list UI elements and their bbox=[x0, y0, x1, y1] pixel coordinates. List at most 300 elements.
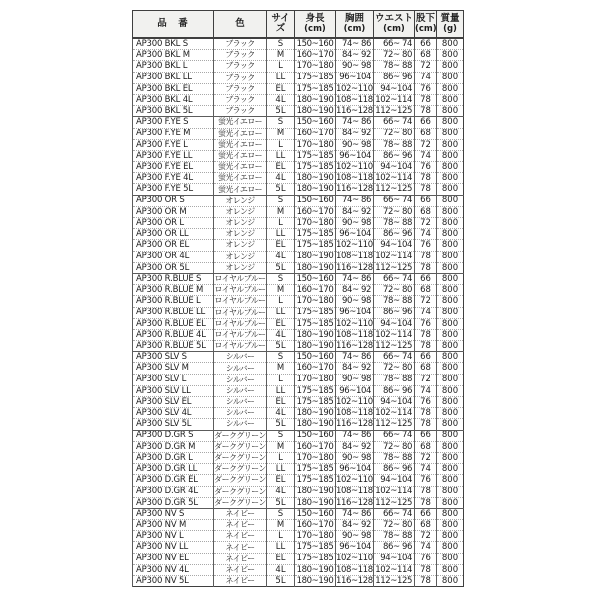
cell-height: 170~180 bbox=[295, 452, 336, 463]
cell-weight: 800 bbox=[437, 341, 464, 352]
table-row bbox=[133, 553, 464, 564]
column-header-label: 股下 bbox=[415, 13, 435, 25]
cell-color: ダークグリーン bbox=[214, 453, 266, 463]
cell-size: L bbox=[267, 296, 295, 307]
cell-chest: 116~128 bbox=[336, 340, 373, 351]
cell-waist: 112~125 bbox=[374, 184, 415, 195]
cell-color: オレンジ bbox=[214, 206, 267, 217]
cell-waist: 78~ 88 bbox=[374, 374, 415, 385]
cell-size: S bbox=[267, 352, 295, 363]
table-row bbox=[133, 531, 464, 542]
cell-inseam: 78 bbox=[415, 94, 437, 105]
cell-code: AP300 NV 4L bbox=[133, 564, 214, 575]
cell-inseam: 66 bbox=[415, 38, 437, 50]
table-row bbox=[133, 408, 464, 419]
cell-code: AP300 SLV 5L bbox=[133, 419, 214, 430]
cell-chest: 96~104 bbox=[336, 150, 374, 161]
cell-weight: 800 bbox=[437, 329, 464, 340]
cell-weight: 800 bbox=[437, 150, 464, 161]
cell-height: 150~160 bbox=[295, 352, 336, 363]
cell-color: オレンジ bbox=[214, 229, 267, 240]
table-row bbox=[133, 564, 464, 575]
cell-height: 180~190 bbox=[295, 497, 336, 508]
column-header-unit: (cm) bbox=[343, 23, 366, 34]
cell-inseam: 74 bbox=[415, 229, 437, 240]
table-row bbox=[133, 162, 464, 173]
cell-chest: 116~128 bbox=[336, 497, 373, 508]
cell-weight: 800 bbox=[437, 162, 464, 173]
cell-code: AP300 BKL 4L bbox=[133, 94, 214, 105]
cell-color: ダークグリーン bbox=[214, 497, 266, 507]
cell-weight: 800 bbox=[437, 72, 464, 83]
cell-inseam: 68 bbox=[415, 285, 437, 296]
cell-color: ネイビー bbox=[214, 553, 267, 564]
cell-inseam: 76 bbox=[415, 162, 437, 173]
cell-size: EL bbox=[267, 553, 295, 564]
cell-waist: 112~125 bbox=[374, 341, 415, 352]
cell-waist: 78~ 88 bbox=[374, 531, 415, 542]
table-row bbox=[133, 385, 464, 396]
column-header-unit: (g) bbox=[443, 23, 457, 34]
cell-chest: 102~110 bbox=[336, 553, 373, 564]
table-row bbox=[133, 296, 464, 307]
cell-waist: 94~104 bbox=[374, 397, 415, 408]
cell-size: M bbox=[267, 128, 295, 139]
cell-height: 180~190 bbox=[295, 419, 336, 430]
cell-waist: 102~114 bbox=[374, 564, 415, 575]
cell-inseam: 74 bbox=[415, 385, 437, 396]
cell-size: EL bbox=[267, 397, 295, 408]
cell-size: EL bbox=[267, 83, 295, 94]
cell-waist: 86~ 96 bbox=[374, 385, 415, 396]
cell-chest: 84~ 92 bbox=[336, 441, 374, 452]
cell-height: 160~170 bbox=[295, 285, 336, 296]
table-row bbox=[133, 50, 464, 61]
table-row bbox=[133, 83, 464, 94]
cell-color: シルバー bbox=[214, 408, 267, 419]
column-header-label: ウエスト bbox=[374, 13, 413, 25]
cell-color: オレンジ bbox=[214, 262, 267, 273]
cell-code: AP300 SLV M bbox=[133, 363, 214, 374]
table-row bbox=[133, 240, 464, 251]
cell-color: ダークグリーン bbox=[214, 464, 266, 474]
cell-size: L bbox=[267, 139, 295, 150]
table-row bbox=[133, 397, 464, 408]
cell-chest: 84~ 92 bbox=[336, 520, 374, 531]
cell-color: ブラック bbox=[214, 94, 267, 105]
cell-code: AP300 R.BLUE EL bbox=[133, 318, 214, 329]
cell-height: 175~185 bbox=[295, 553, 336, 564]
table-row bbox=[133, 117, 464, 128]
cell-size: M bbox=[267, 441, 295, 452]
cell-weight: 800 bbox=[437, 206, 464, 217]
cell-code: AP300 OR S bbox=[133, 195, 214, 206]
cell-code: AP300 R.BLUE 5L bbox=[133, 341, 214, 352]
cell-code: AP300 F.YE EL bbox=[133, 162, 214, 173]
cell-height: 180~190 bbox=[295, 408, 336, 419]
cell-weight: 800 bbox=[437, 139, 464, 150]
cell-code: AP300 BKL EL bbox=[133, 83, 214, 94]
cell-size: LL bbox=[267, 150, 295, 161]
cell-inseam: 68 bbox=[415, 206, 437, 217]
cell-inseam: 76 bbox=[415, 240, 437, 251]
cell-height: 175~185 bbox=[295, 240, 336, 251]
cell-code: AP300 D.GR LL bbox=[133, 464, 214, 475]
cell-color: シルバー bbox=[214, 419, 267, 430]
table-row bbox=[133, 94, 464, 105]
cell-weight: 800 bbox=[437, 542, 464, 553]
cell-size: 5L bbox=[267, 576, 295, 587]
cell-weight: 800 bbox=[437, 508, 464, 519]
cell-size: LL bbox=[267, 229, 295, 240]
cell-code: AP300 D.GR 5L bbox=[133, 497, 214, 508]
cell-weight: 800 bbox=[437, 553, 464, 564]
cell-code: AP300 D.GR EL bbox=[133, 475, 214, 486]
cell-inseam: 78 bbox=[415, 184, 437, 195]
cell-chest: 84~ 92 bbox=[336, 50, 374, 61]
table-row bbox=[133, 229, 464, 240]
cell-waist: 66~ 74 bbox=[374, 430, 415, 441]
cell-code: AP300 SLV S bbox=[133, 352, 214, 363]
cell-weight: 800 bbox=[437, 184, 464, 195]
cell-inseam: 76 bbox=[415, 318, 437, 329]
cell-weight: 800 bbox=[437, 486, 464, 497]
cell-waist: 94~104 bbox=[374, 240, 415, 251]
cell-height: 170~180 bbox=[295, 139, 336, 150]
cell-height: 150~160 bbox=[295, 430, 336, 441]
table-row bbox=[133, 430, 464, 441]
cell-weight: 800 bbox=[437, 385, 464, 396]
cell-weight: 800 bbox=[437, 106, 464, 117]
cell-waist: 86~ 96 bbox=[374, 307, 415, 318]
cell-size: 4L bbox=[267, 94, 295, 105]
cell-color: ロイヤルブルー bbox=[214, 296, 266, 306]
cell-height: 170~180 bbox=[295, 218, 336, 229]
column-header-label: 品 番 bbox=[157, 17, 189, 29]
cell-code: AP300 BKL L bbox=[133, 61, 214, 72]
cell-code: AP300 NV S bbox=[133, 508, 214, 519]
cell-size: 5L bbox=[267, 106, 295, 117]
cell-waist: 72~ 80 bbox=[374, 206, 415, 217]
cell-weight: 800 bbox=[437, 452, 464, 463]
spec-table bbox=[132, 10, 464, 587]
cell-weight: 800 bbox=[437, 307, 464, 318]
cell-color: ブラック bbox=[214, 61, 267, 72]
cell-weight: 800 bbox=[437, 285, 464, 296]
cell-size: S bbox=[267, 117, 295, 128]
cell-color: シルバー bbox=[214, 363, 267, 374]
cell-height: 175~185 bbox=[295, 72, 336, 83]
cell-inseam: 72 bbox=[415, 61, 437, 72]
cell-waist: 72~ 80 bbox=[374, 128, 415, 139]
table-row bbox=[133, 251, 464, 262]
cell-code: AP300 OR 4L bbox=[133, 251, 214, 262]
cell-waist: 78~ 88 bbox=[374, 139, 415, 150]
cell-weight: 800 bbox=[437, 475, 464, 486]
cell-weight: 800 bbox=[437, 352, 464, 363]
table-row bbox=[133, 508, 464, 519]
cell-height: 160~170 bbox=[295, 363, 336, 374]
cell-color: ダークグリーン bbox=[214, 475, 266, 485]
table-row bbox=[133, 329, 464, 340]
column-header-weight bbox=[437, 11, 464, 39]
cell-inseam: 72 bbox=[415, 296, 437, 307]
cell-weight: 800 bbox=[437, 229, 464, 240]
cell-height: 175~185 bbox=[295, 542, 336, 553]
cell-weight: 800 bbox=[437, 441, 464, 452]
cell-chest: 90~ 98 bbox=[336, 61, 374, 72]
cell-chest: 74~ 86 bbox=[336, 430, 374, 441]
cell-code: AP300 R.BLUE S bbox=[133, 273, 214, 284]
cell-code: AP300 BKL S bbox=[133, 38, 214, 50]
cell-waist: 112~125 bbox=[374, 106, 415, 117]
cell-code: AP300 SLV EL bbox=[133, 397, 214, 408]
cell-size: LL bbox=[267, 542, 295, 553]
cell-color: シルバー bbox=[214, 374, 267, 385]
cell-weight: 800 bbox=[437, 564, 464, 575]
cell-code: AP300 F.YE S bbox=[133, 117, 214, 128]
cell-chest: 108~118 bbox=[336, 564, 373, 575]
cell-chest: 90~ 98 bbox=[336, 452, 374, 463]
column-header-unit: (cm) bbox=[415, 23, 437, 34]
cell-waist: 102~114 bbox=[374, 251, 415, 262]
cell-size: L bbox=[267, 218, 295, 229]
cell-color: ロイヤルブルー bbox=[214, 318, 266, 328]
cell-inseam: 76 bbox=[415, 397, 437, 408]
cell-weight: 800 bbox=[437, 117, 464, 128]
cell-chest: 90~ 98 bbox=[336, 374, 374, 385]
cell-weight: 800 bbox=[437, 408, 464, 419]
cell-inseam: 76 bbox=[415, 83, 437, 94]
cell-code: AP300 OR EL bbox=[133, 240, 214, 251]
cell-size: M bbox=[267, 363, 295, 374]
cell-size: M bbox=[267, 50, 295, 61]
cell-height: 175~185 bbox=[295, 307, 336, 318]
cell-height: 175~185 bbox=[295, 385, 336, 396]
cell-size: S bbox=[267, 273, 295, 284]
cell-inseam: 74 bbox=[415, 542, 437, 553]
cell-color: オレンジ bbox=[214, 251, 267, 262]
cell-height: 180~190 bbox=[295, 564, 336, 575]
table-row bbox=[133, 218, 464, 229]
cell-code: AP300 F.YE 4L bbox=[133, 173, 214, 184]
cell-code: AP300 D.GR S bbox=[133, 430, 214, 441]
cell-waist: 78~ 88 bbox=[374, 296, 415, 307]
cell-inseam: 78 bbox=[415, 329, 437, 340]
cell-code: AP300 NV 5L bbox=[133, 576, 214, 587]
cell-code: AP300 OR 5L bbox=[133, 262, 214, 273]
column-header-inseam bbox=[415, 11, 437, 39]
table-row bbox=[133, 206, 464, 217]
column-header-code bbox=[133, 11, 214, 39]
cell-color: ネイビー bbox=[214, 520, 267, 531]
cell-chest: 108~118 bbox=[336, 94, 373, 105]
cell-height: 175~185 bbox=[295, 229, 336, 240]
cell-weight: 800 bbox=[437, 218, 464, 229]
cell-weight: 800 bbox=[437, 430, 464, 441]
cell-inseam: 72 bbox=[415, 139, 437, 150]
cell-inseam: 66 bbox=[415, 117, 437, 128]
table-row bbox=[133, 441, 464, 452]
cell-color: ネイビー bbox=[214, 508, 267, 519]
cell-code: AP300 BKL M bbox=[133, 50, 214, 61]
cell-size: 4L bbox=[267, 408, 295, 419]
cell-inseam: 68 bbox=[415, 128, 437, 139]
cell-inseam: 74 bbox=[415, 307, 437, 318]
cell-waist: 112~125 bbox=[374, 576, 415, 587]
cell-color: ダークグリーン bbox=[214, 486, 266, 496]
cell-height: 150~160 bbox=[295, 273, 336, 284]
cell-height: 180~190 bbox=[295, 106, 336, 117]
cell-size: 4L bbox=[267, 329, 295, 340]
cell-inseam: 74 bbox=[415, 464, 437, 475]
cell-waist: 66~ 74 bbox=[374, 38, 415, 50]
column-header-chest bbox=[336, 11, 374, 39]
cell-color: ロイヤルブルー bbox=[214, 341, 266, 351]
table-row bbox=[133, 128, 464, 139]
cell-size: 5L bbox=[267, 497, 295, 508]
cell-height: 170~180 bbox=[295, 296, 336, 307]
cell-size: L bbox=[267, 61, 295, 72]
cell-inseam: 78 bbox=[415, 173, 437, 184]
cell-size: EL bbox=[267, 318, 295, 329]
cell-chest: 96~104 bbox=[336, 229, 374, 240]
cell-size: 4L bbox=[267, 564, 295, 575]
cell-code: AP300 R.BLUE LL bbox=[133, 307, 214, 318]
table-row bbox=[133, 341, 464, 352]
cell-code: AP300 SLV 4L bbox=[133, 408, 214, 419]
cell-inseam: 78 bbox=[415, 497, 437, 508]
table-row bbox=[133, 497, 464, 508]
cell-chest: 90~ 98 bbox=[336, 218, 374, 229]
cell-inseam: 66 bbox=[415, 195, 437, 206]
cell-waist: 66~ 74 bbox=[374, 117, 415, 128]
table-row bbox=[133, 464, 464, 475]
cell-waist: 72~ 80 bbox=[374, 50, 415, 61]
cell-color: シルバー bbox=[214, 385, 267, 396]
cell-chest: 116~128 bbox=[336, 575, 373, 586]
cell-height: 170~180 bbox=[295, 61, 336, 72]
product-spec-table bbox=[132, 10, 464, 587]
cell-chest: 90~ 98 bbox=[336, 531, 374, 542]
cell-size: L bbox=[267, 374, 295, 385]
cell-color: 蛍光イエロー bbox=[214, 128, 267, 139]
cell-size: S bbox=[267, 508, 295, 519]
cell-height: 180~190 bbox=[295, 251, 336, 262]
cell-weight: 800 bbox=[437, 464, 464, 475]
cell-size: 4L bbox=[267, 251, 295, 262]
cell-size: L bbox=[267, 531, 295, 542]
cell-weight: 800 bbox=[437, 520, 464, 531]
cell-height: 180~190 bbox=[295, 262, 336, 273]
cell-color: ロイヤルブルー bbox=[214, 285, 266, 295]
column-header-label: 質量 bbox=[440, 13, 460, 25]
cell-weight: 800 bbox=[437, 531, 464, 542]
cell-inseam: 78 bbox=[415, 419, 437, 430]
cell-color: オレンジ bbox=[214, 218, 267, 229]
table-row bbox=[133, 419, 464, 430]
cell-color: ネイビー bbox=[214, 531, 267, 542]
cell-waist: 86~ 96 bbox=[374, 464, 415, 475]
cell-color: シルバー bbox=[214, 397, 267, 408]
cell-inseam: 66 bbox=[415, 430, 437, 441]
cell-inseam: 68 bbox=[415, 520, 437, 531]
table-body bbox=[133, 38, 464, 587]
table-row bbox=[133, 363, 464, 374]
cell-weight: 800 bbox=[437, 83, 464, 94]
cell-color: ブラック bbox=[214, 83, 267, 94]
cell-height: 175~185 bbox=[295, 475, 336, 486]
column-header-unit: (cm) bbox=[304, 23, 326, 34]
cell-color: ネイビー bbox=[214, 564, 267, 575]
table-row bbox=[133, 38, 464, 50]
cell-size: LL bbox=[267, 464, 295, 475]
cell-weight: 800 bbox=[437, 94, 464, 105]
cell-color: ブラック bbox=[214, 72, 267, 83]
cell-code: AP300 SLV L bbox=[133, 374, 214, 385]
cell-weight: 800 bbox=[437, 251, 464, 262]
cell-inseam: 78 bbox=[415, 341, 437, 352]
cell-size: LL bbox=[267, 307, 295, 318]
cell-code: AP300 OR M bbox=[133, 206, 214, 217]
cell-waist: 112~125 bbox=[374, 262, 415, 273]
table-row bbox=[133, 72, 464, 83]
cell-waist: 72~ 80 bbox=[374, 285, 415, 296]
cell-weight: 800 bbox=[437, 296, 464, 307]
cell-waist: 86~ 96 bbox=[374, 229, 415, 240]
cell-code: AP300 BKL LL bbox=[133, 72, 214, 83]
cell-size: S bbox=[267, 38, 295, 50]
cell-color: 蛍光イエロー bbox=[214, 184, 267, 195]
cell-size: LL bbox=[267, 385, 295, 396]
cell-inseam: 68 bbox=[415, 50, 437, 61]
cell-waist: 102~114 bbox=[374, 94, 415, 105]
cell-inseam: 78 bbox=[415, 564, 437, 575]
column-header-size bbox=[267, 11, 295, 39]
cell-weight: 800 bbox=[437, 397, 464, 408]
cell-waist: 94~104 bbox=[374, 318, 415, 329]
table-row bbox=[133, 520, 464, 531]
cell-code: AP300 NV M bbox=[133, 520, 214, 531]
cell-chest: 74~ 86 bbox=[336, 38, 374, 50]
column-header-label: 色 bbox=[235, 17, 245, 29]
cell-waist: 112~125 bbox=[374, 419, 415, 430]
column-header-color bbox=[214, 11, 267, 39]
cell-waist: 102~114 bbox=[374, 486, 415, 497]
cell-chest: 102~110 bbox=[336, 240, 373, 251]
cell-inseam: 68 bbox=[415, 441, 437, 452]
cell-size: S bbox=[267, 430, 295, 441]
cell-chest: 108~118 bbox=[336, 251, 373, 262]
cell-chest: 116~128 bbox=[336, 105, 373, 116]
cell-weight: 800 bbox=[437, 374, 464, 385]
cell-chest: 90~ 98 bbox=[336, 139, 374, 150]
cell-chest: 74~ 86 bbox=[336, 117, 374, 128]
cell-waist: 72~ 80 bbox=[374, 520, 415, 531]
cell-inseam: 72 bbox=[415, 452, 437, 463]
cell-color: ブラック bbox=[214, 38, 267, 50]
cell-chest: 108~118 bbox=[336, 486, 373, 497]
cell-height: 180~190 bbox=[295, 486, 336, 497]
cell-code: AP300 NV L bbox=[133, 531, 214, 542]
cell-chest: 74~ 86 bbox=[336, 195, 374, 206]
cell-waist: 94~104 bbox=[374, 553, 415, 564]
cell-inseam: 72 bbox=[415, 374, 437, 385]
cell-waist: 94~104 bbox=[374, 475, 415, 486]
cell-size: L bbox=[267, 452, 295, 463]
cell-size: LL bbox=[267, 72, 295, 83]
cell-weight: 800 bbox=[437, 576, 464, 587]
